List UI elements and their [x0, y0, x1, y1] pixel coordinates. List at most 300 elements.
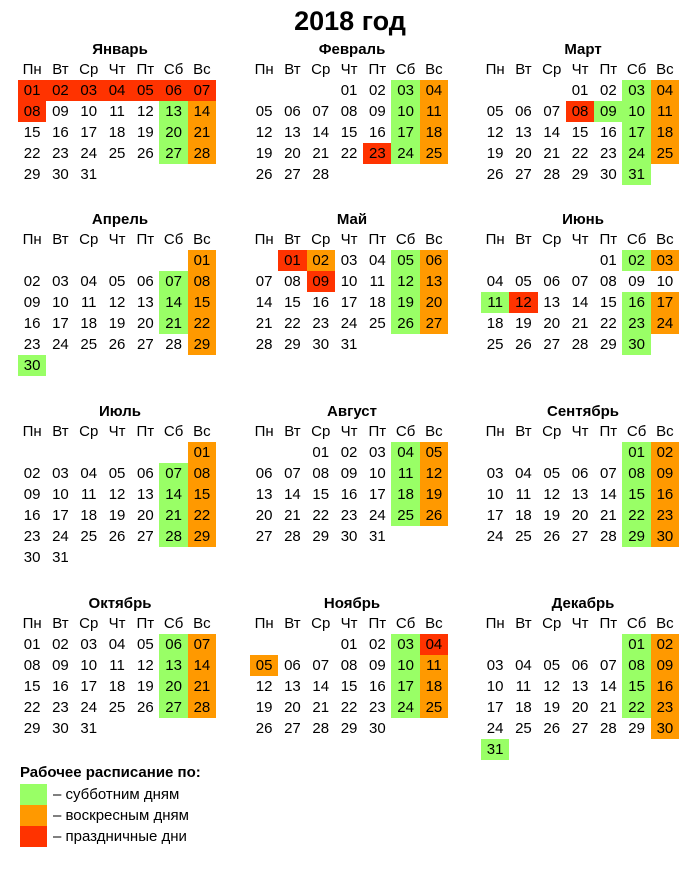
day-cell: 25	[420, 697, 448, 718]
empty-cell	[335, 164, 363, 185]
weekday-header: Вт	[284, 61, 301, 78]
month-2	[250, 40, 460, 206]
day-cell: 09	[23, 486, 41, 503]
day-cell: 19	[486, 145, 504, 162]
empty-cell	[46, 442, 74, 463]
weekday-header: Пт	[136, 61, 155, 78]
day-cell: 11	[420, 655, 448, 676]
day-cell: 21	[255, 315, 273, 332]
day-cell: 07	[599, 657, 617, 674]
day-cell: 11	[515, 486, 532, 503]
day-cell: 04	[486, 273, 504, 290]
day-cell: 29	[599, 336, 617, 353]
day-cell: 26	[391, 313, 419, 334]
weekday-header: Ср	[311, 423, 331, 440]
empty-cell	[651, 547, 679, 568]
day-cell: 10	[486, 486, 504, 503]
day-cell: 31	[481, 739, 509, 760]
day-cell: 01	[599, 252, 617, 269]
day-cell: 09	[23, 294, 41, 311]
day-cell: 20	[420, 292, 448, 313]
day-cell: 26	[543, 528, 561, 545]
day-cell: 07	[599, 465, 617, 482]
day-cell: 29	[622, 526, 650, 547]
day-cell: 22	[312, 507, 330, 524]
day-cell: 14	[312, 678, 330, 695]
day-cell: 05	[136, 636, 154, 653]
weekday-header: Чт	[340, 615, 358, 632]
empty-cell	[538, 442, 566, 463]
day-cell: 16	[368, 124, 386, 141]
weekday-header: Чт	[340, 423, 358, 440]
day-cell: 27	[515, 166, 532, 183]
day-cell: 27	[136, 528, 154, 545]
empty-cell	[481, 547, 509, 568]
day-cell: 31	[52, 549, 69, 566]
weekday-header: Ср	[542, 61, 562, 78]
empty-cell	[278, 355, 306, 376]
day-cell: 01	[188, 250, 216, 271]
weekday-header: Пн	[485, 615, 505, 632]
day-cell: 17	[651, 292, 679, 313]
weekday-header: Пн	[485, 423, 505, 440]
day-cell: 14	[255, 294, 273, 311]
weekday-header: Пн	[22, 615, 42, 632]
empty-cell	[651, 185, 679, 206]
day-cell: 28	[599, 720, 617, 737]
empty-cell	[538, 634, 566, 655]
empty-cell	[250, 80, 278, 101]
day-cell: 15	[188, 292, 216, 313]
day-cell: 15	[340, 678, 358, 695]
empty-cell	[131, 718, 159, 739]
day-cell: 10	[52, 294, 69, 311]
day-cell: 19	[108, 507, 126, 524]
weekday-header: Вт	[284, 231, 301, 248]
day-cell: 21	[159, 505, 187, 526]
day-cell: 20	[571, 699, 589, 716]
empty-cell	[46, 185, 74, 206]
month-5	[250, 210, 460, 376]
empty-cell	[103, 547, 131, 568]
empty-cell	[363, 185, 391, 206]
day-cell: 01	[622, 634, 650, 655]
day-cell: 24	[486, 720, 504, 737]
empty-cell	[594, 355, 622, 376]
day-cell: 10	[486, 678, 504, 695]
day-cell: 05	[391, 250, 419, 271]
day-cell: 03	[368, 444, 386, 461]
day-cell: 03	[80, 636, 98, 653]
day-cell: 03	[340, 252, 358, 269]
empty-cell	[363, 739, 391, 760]
day-cell: 28	[571, 336, 589, 353]
day-cell: 24	[486, 528, 504, 545]
day-cell: 02	[46, 80, 74, 101]
empty-cell	[391, 185, 419, 206]
day-cell: 02	[368, 82, 386, 99]
empty-cell	[391, 718, 419, 739]
day-cell: 11	[80, 486, 97, 503]
day-cell: 04	[515, 657, 532, 674]
weekday-header: Вт	[52, 423, 69, 440]
day-cell: 30	[651, 718, 679, 739]
month-name: Сентябрь	[547, 403, 619, 420]
day-cell: 23	[52, 145, 69, 162]
day-cell: 03	[75, 80, 103, 101]
day-cell: 20	[159, 122, 187, 143]
day-cell: 10	[391, 655, 419, 676]
day-cell: 15	[571, 124, 589, 141]
weekday-header: Пн	[254, 61, 274, 78]
day-cell: 19	[543, 507, 561, 524]
day-cell: 09	[52, 657, 69, 674]
day-cell: 12	[108, 486, 126, 503]
day-cell: 08	[622, 463, 650, 484]
day-cell: 21	[284, 507, 301, 524]
day-cell: 09	[651, 655, 679, 676]
day-cell: 26	[136, 699, 154, 716]
empty-cell	[622, 739, 650, 760]
day-cell: 12	[486, 124, 504, 141]
day-cell: 05	[250, 655, 278, 676]
day-cell: 08	[340, 657, 358, 674]
day-cell: 16	[651, 676, 679, 697]
day-cell: 24	[651, 313, 679, 334]
day-cell: 26	[255, 166, 273, 183]
weekday-header: Сб	[163, 615, 184, 632]
day-cell: 11	[391, 463, 419, 484]
day-cell: 21	[312, 145, 330, 162]
day-cell: 13	[136, 294, 154, 311]
empty-cell	[538, 355, 566, 376]
day-cell: 13	[571, 678, 589, 695]
weekday-header: Вс	[656, 423, 674, 440]
empty-cell	[538, 185, 566, 206]
weekday-header: Вт	[515, 61, 532, 78]
empty-cell	[594, 442, 622, 463]
day-cell: 08	[566, 101, 594, 122]
day-cell: 02	[340, 444, 358, 461]
day-cell: 03	[486, 465, 504, 482]
weekday-header: Чт	[340, 231, 358, 248]
day-cell: 07	[188, 634, 216, 655]
empty-cell	[159, 250, 187, 271]
day-cell: 28	[188, 697, 216, 718]
day-cell: 11	[420, 101, 448, 122]
weekday-header: Ср	[542, 615, 562, 632]
day-cell: 03	[391, 634, 419, 655]
empty-cell	[307, 355, 335, 376]
month-name: Июль	[99, 403, 141, 420]
weekday-header: Вс	[656, 615, 674, 632]
day-cell: 23	[23, 336, 41, 353]
empty-cell	[538, 739, 566, 760]
day-cell: 01	[571, 82, 589, 99]
day-cell: 12	[420, 463, 448, 484]
day-cell: 28	[312, 166, 330, 183]
day-cell: 27	[159, 697, 187, 718]
day-cell: 12	[543, 678, 561, 695]
day-cell: 22	[622, 505, 650, 526]
day-cell: 18	[651, 122, 679, 143]
day-cell: 28	[165, 336, 182, 353]
day-cell: 20	[136, 315, 154, 332]
empty-cell	[651, 334, 679, 355]
empty-cell	[75, 739, 103, 760]
empty-cell	[250, 547, 278, 568]
day-cell: 04	[420, 634, 448, 655]
empty-cell	[75, 355, 103, 376]
day-cell: 28	[312, 720, 330, 737]
day-cell: 23	[312, 315, 330, 332]
empty-cell	[103, 718, 131, 739]
weekday-header: Чт	[571, 615, 589, 632]
day-cell: 06	[159, 634, 187, 655]
empty-cell	[335, 355, 363, 376]
weekday-header: Сб	[163, 423, 184, 440]
empty-cell	[159, 185, 187, 206]
day-cell: 25	[420, 143, 448, 164]
day-cell: 07	[255, 273, 273, 290]
day-cell: 19	[515, 315, 532, 332]
day-cell: 30	[340, 528, 358, 545]
month-name: Октябрь	[88, 595, 152, 612]
empty-cell	[420, 547, 448, 568]
day-cell: 16	[368, 678, 386, 695]
day-cell: 12	[136, 657, 154, 674]
day-cell: 18	[108, 124, 126, 141]
empty-cell	[131, 355, 159, 376]
weekday-header: Пт	[368, 615, 387, 632]
day-cell: 24	[391, 697, 419, 718]
day-cell: 01	[340, 636, 358, 653]
day-cell: 17	[486, 699, 504, 716]
day-cell: 28	[159, 526, 187, 547]
day-cell: 24	[391, 143, 419, 164]
month-11	[250, 594, 460, 760]
day-cell: 05	[420, 442, 448, 463]
empty-cell	[651, 355, 679, 376]
day-cell: 31	[340, 336, 358, 353]
day-cell: 26	[515, 336, 532, 353]
empty-cell	[509, 80, 537, 101]
day-cell: 25	[515, 528, 532, 545]
empty-cell	[188, 185, 216, 206]
empty-cell	[278, 634, 306, 655]
empty-cell	[278, 442, 306, 463]
day-cell: 15	[284, 294, 301, 311]
day-cell: 29	[571, 166, 589, 183]
empty-cell	[651, 164, 679, 185]
day-cell: 09	[651, 463, 679, 484]
empty-cell	[481, 442, 509, 463]
empty-cell	[538, 547, 566, 568]
empty-cell	[538, 80, 566, 101]
empty-cell	[250, 442, 278, 463]
day-cell: 22	[599, 315, 617, 332]
day-cell: 01	[278, 250, 306, 271]
day-cell: 14	[188, 655, 216, 676]
day-cell: 16	[340, 486, 358, 503]
empty-cell	[594, 634, 622, 655]
day-cell: 09	[368, 657, 386, 674]
weekday-header: Пт	[136, 615, 155, 632]
legend-item-saturday	[20, 784, 201, 805]
weekday-header: Вс	[193, 615, 211, 632]
day-cell: 26	[543, 720, 561, 737]
day-cell: 08	[599, 273, 617, 290]
day-cell: 25	[486, 336, 504, 353]
day-cell: 24	[622, 143, 650, 164]
day-cell: 12	[136, 103, 154, 120]
empty-cell	[391, 164, 419, 185]
weekday-header: Сб	[626, 615, 647, 632]
month-8	[250, 402, 460, 568]
day-cell: 21	[599, 699, 617, 716]
day-cell: 18	[515, 699, 532, 716]
day-cell: 21	[543, 145, 561, 162]
empty-cell	[566, 250, 594, 271]
empty-cell	[103, 250, 131, 271]
weekday-header: Вс	[425, 423, 443, 440]
day-cell: 14	[188, 101, 216, 122]
weekday-header: Пт	[368, 61, 387, 78]
day-cell: 30	[368, 720, 386, 737]
day-cell: 01	[622, 442, 650, 463]
empty-cell	[481, 185, 509, 206]
day-cell: 18	[80, 507, 98, 524]
day-cell: 01	[312, 444, 330, 461]
day-cell: 13	[136, 486, 154, 503]
empty-cell	[188, 739, 216, 760]
empty-cell	[103, 442, 131, 463]
day-cell: 06	[515, 103, 532, 120]
month-name: Декабрь	[551, 595, 615, 612]
weekday-header: Чт	[108, 61, 126, 78]
weekday-header: Сб	[626, 423, 647, 440]
weekday-header: Пн	[22, 423, 42, 440]
day-cell: 15	[312, 486, 330, 503]
empty-cell	[159, 355, 187, 376]
day-cell: 20	[284, 699, 301, 716]
day-cell: 08	[340, 103, 358, 120]
day-cell: 04	[80, 273, 98, 290]
day-cell: 22	[340, 699, 358, 716]
weekday-header: Чт	[340, 61, 358, 78]
day-cell: 14	[599, 486, 617, 503]
day-cell: 28	[284, 528, 301, 545]
empty-cell	[391, 739, 419, 760]
weekday-header: Ср	[79, 231, 99, 248]
day-cell: 26	[108, 528, 126, 545]
weekday-header: Чт	[108, 231, 126, 248]
weekday-header: Вт	[52, 61, 69, 78]
weekday-header: Пт	[136, 423, 155, 440]
day-cell: 13	[284, 678, 301, 695]
weekday-header: Ср	[311, 615, 331, 632]
month-name: Февраль	[318, 41, 386, 58]
day-cell: 22	[284, 315, 301, 332]
day-cell: 26	[420, 505, 448, 526]
day-cell: 10	[368, 465, 386, 482]
day-cell: 11	[80, 294, 97, 311]
day-cell: 31	[80, 720, 98, 737]
weekday-header: Ср	[79, 423, 99, 440]
day-cell: 02	[52, 636, 69, 653]
weekday-header: Пн	[254, 615, 274, 632]
day-cell: 23	[340, 507, 358, 524]
empty-cell	[566, 442, 594, 463]
day-cell: 04	[103, 80, 131, 101]
empty-cell	[250, 185, 278, 206]
day-cell: 06	[420, 250, 448, 271]
legend-title: Рабочее расписание по:	[20, 764, 201, 781]
day-cell: 04	[420, 80, 448, 101]
day-cell: 27	[284, 166, 301, 183]
day-cell: 09	[368, 103, 386, 120]
empty-cell	[622, 547, 650, 568]
empty-cell	[420, 718, 448, 739]
empty-cell	[420, 164, 448, 185]
day-cell: 15	[188, 484, 216, 505]
weekday-header: Чт	[108, 615, 126, 632]
day-cell: 06	[571, 465, 589, 482]
day-cell: 04	[391, 442, 419, 463]
day-cell: 19	[420, 484, 448, 505]
empty-cell	[307, 634, 335, 655]
day-cell: 17	[368, 486, 386, 503]
day-cell: 29	[188, 334, 216, 355]
day-cell: 27	[159, 143, 187, 164]
day-cell: 26	[136, 145, 154, 162]
legend-label: – воскресным дням	[53, 807, 189, 824]
day-cell: 12	[255, 124, 273, 141]
empty-cell	[131, 442, 159, 463]
day-cell: 14	[284, 486, 301, 503]
month-10	[18, 594, 228, 760]
day-cell: 10	[656, 273, 674, 290]
empty-cell	[391, 355, 419, 376]
legend-item-sunday	[20, 805, 201, 826]
month-name: Ноябрь	[323, 595, 381, 612]
day-cell: 05	[108, 273, 126, 290]
weekday-header: Вт	[284, 615, 301, 632]
day-cell: 19	[255, 699, 273, 716]
empty-cell	[363, 164, 391, 185]
empty-cell	[75, 185, 103, 206]
day-cell: 30	[52, 166, 69, 183]
day-cell: 10	[391, 101, 419, 122]
month-4	[18, 210, 228, 376]
day-cell: 29	[628, 720, 645, 737]
day-cell: 21	[312, 699, 330, 716]
empty-cell	[363, 355, 391, 376]
day-cell: 29	[23, 166, 41, 183]
day-cell: 19	[108, 315, 126, 332]
empty-cell	[103, 164, 131, 185]
empty-cell	[278, 185, 306, 206]
day-cell: 29	[312, 528, 330, 545]
day-cell: 19	[136, 678, 154, 695]
empty-cell	[391, 334, 419, 355]
day-cell: 28	[188, 143, 216, 164]
day-cell: 17	[622, 122, 650, 143]
day-cell: 23	[363, 143, 391, 164]
day-cell: 20	[515, 145, 532, 162]
day-cell: 07	[188, 80, 216, 101]
day-cell: 10	[340, 273, 358, 290]
